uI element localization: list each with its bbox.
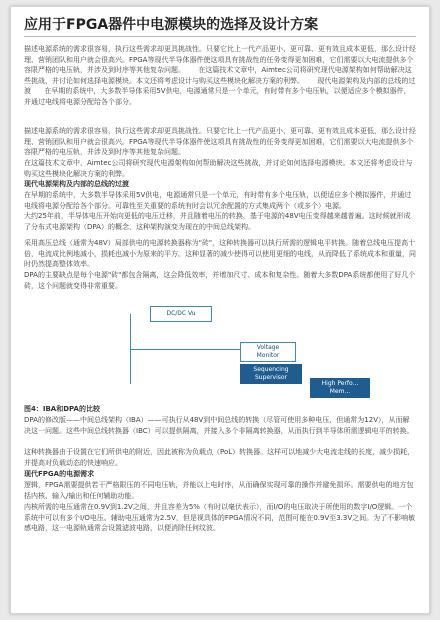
intro-paragraph: 描述电源系统的需求很容易，执行这些需求却更具挑战性。只要它比上一代产品更小、更可靠、更有效且成本更低，那么设计经理、营销团队和用户就会很高兴。FPGA等现代半导体器件使这项具有挑战性的任务变得更加困难，它们需要以大电流提供多个容限严格的电压轨，并涉及到时序等其他复杂问题。 在这篇技术文章中，Aimtec公司将研究现代电源架构如何帮助解决这些挑战，并讨论如何选择电源模块。本文还将考虑设计与购买这些模块化解决方案的利弊。 现代电源架构及内部的总线的过渡 在早期的系统中，大多数半导体采用5V供电，电源通常只是一个单元，有时带有多个电压轨，以便适应多个模拟器件，并通过电线将电源分配给各个部分。 <box>24 45 416 106</box>
high-performance-memory-box: High Perfo... Mem... <box>310 378 370 398</box>
body-paragraph-4: 大约25年前，半导体电压开始向更低的电压迁移，并且随着电压的转换，基于电源的48V电压变得越来越普遍。这时候就形成了分布式电源架构（DPA）的概念，这种架构演变为现在的中间总线架构。 <box>24 212 411 231</box>
body-paragraph-1: 描述电源系统的需求很容易，执行这些需求却更具挑战性。只要它比上一代产品更小、更可靠、更有效且成本更低，那么设计经理、营销团队和用户就会很高兴。FPGA等现代半导体器件使这项具有挑战性的任务变得更加困难，它们需要以大电流提供多个容限严格的电压轨，并涉及到时序等其他复杂问题。 <box>24 127 416 156</box>
body-paragraph-5: 采用高压总线（通常为48V）局部供电的电源转换器称为"砖"，这种转换器可以执行所需的逻辑电平转换。随着总线电压提高十倍，电流成比例地减小，损耗也减小为原来的平方。这种显著的减少使得可以使用更细的电线，从而降低了系统成本和重量，同时仍然提高整体效率。 <box>24 239 416 268</box>
document-page <box>10 6 430 614</box>
document-title: 应用于FPGA器件中电源模块的选择及设计方案 <box>24 17 319 33</box>
section-heading-1: 现代电源架构及内部的总线的过渡 <box>24 180 129 188</box>
body-paragraph-8: 这种转换器由于设置在它们所供电的附近，因此被称为负载点（PoL）转换器。这样可以地减少大电流走线的长度，减少损耗，并提高对负载动态的快速响应。 <box>24 448 415 467</box>
section-heading-2: 现代FPGA的电源需求 <box>24 470 95 478</box>
body-paragraph-2: 在这篇技术文章中，Aimtec公司将研究现代电源架构如何帮助解决这些挑战，并讨论如何选择电源模块。本文还将考虑设计与购买这些模块化解决方案的利弊。 <box>24 159 413 178</box>
body-paragraph-10: 内核所需的电压通常在0.9V到1.2V之间，并且容差为5%（有时以毫伏表示），而I/O的电压取决于所使用的数字I/O逻辑。一个系统中可以有多个I/O电压。辅助电压通常为2.5V，但是视具体的FPGA情况不同，范围可能在0.9V至3.3V之间。为了不影响敏感电路，这一电源轨通常会设置滤波电路，以便消除任何纹波。 <box>24 503 416 532</box>
voltage-monitor-box: Voltage Monitor <box>240 342 296 362</box>
body-paragraph-6: DPA的主要缺点是每个电源"砖"都包含隔离，这会降低效率，并增加尺寸、成本和复杂性。随着大多数DPA系统都使用了好几个砖，这个问题就变得非常重要。 <box>24 271 416 290</box>
title-rule <box>24 36 416 37</box>
figure-caption: 图4：IBA和DPA的比较 <box>24 405 100 413</box>
power-architecture-diagram <box>10 304 430 396</box>
body-paragraph-7: DPA的修改版——中间总线架构（IBA）——可执行从48V到中间总线的转换（尽管可使用多种电压，但通常为12V），从而解决这一问题。这些中间总线转换器（IBC）可以提供隔离，并接入多个非隔离转换器，从而执行到半导体所需逻辑电平的转换。 <box>24 416 414 435</box>
body-paragraph-9: 逻辑，FPGA需要提供若干严格限压的不同电压轨，并能以上电时序，从而确保实现可靠的操作并避免损坏。需要供电的地方包括内核、输入/输出和任何辅助功能。 <box>24 481 414 500</box>
diagram-connector <box>130 349 240 350</box>
body-paragraph-3: 在早期的系统中，大多数半导体采用5V供电，电源通常只是一个单元，有时带有多个电压轨，以便适应多个模拟器件，并通过电线将电源分配给各个部分。可靠性至关重要的系统有时会以冗余配置的方式集成两个（或多个）电源。 <box>24 191 412 210</box>
dcdc-box: DC/DC Vu <box>150 306 212 322</box>
sequencing-supervisor-box: Sequencing Supervisor <box>240 364 302 384</box>
